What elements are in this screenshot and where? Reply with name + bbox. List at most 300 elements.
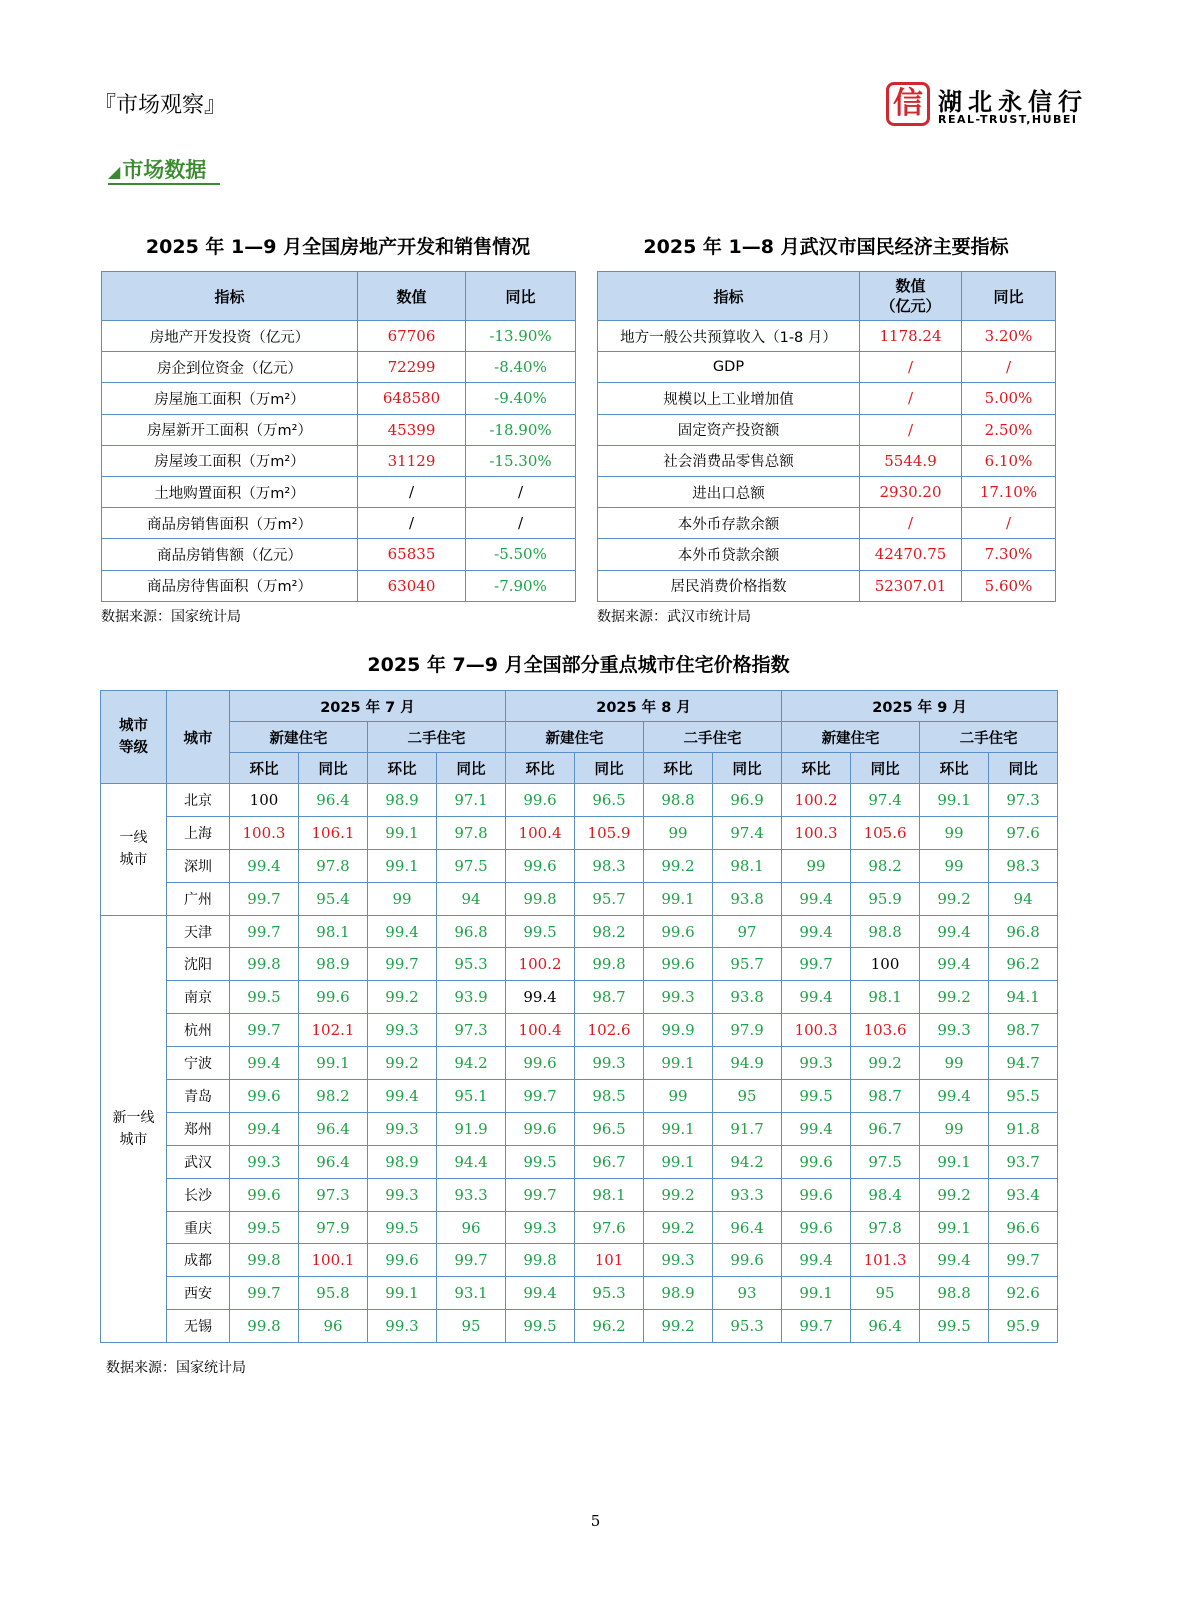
t3-header-yoy: 同比	[575, 753, 644, 784]
t3-cell: 95.5	[989, 1080, 1058, 1113]
t3-cell: 99.8	[506, 1244, 575, 1277]
t3-cell: 99.6	[506, 849, 575, 882]
t3-cell: 95.9	[851, 882, 920, 915]
t2-value: /	[860, 508, 962, 539]
t3-cell: 97.8	[299, 849, 368, 882]
logo-english-name: REAL-TRUST,HUBEI	[938, 113, 1078, 126]
t3-cell: 100.4	[506, 1014, 575, 1047]
t2-indicator: 地方一般公共预算收入（1-8 月）	[598, 321, 860, 352]
t2-yoy: 2.50%	[962, 414, 1056, 445]
t1-yoy: -9.40%	[466, 383, 576, 414]
t3-cell: 99.4	[920, 948, 989, 981]
t2-value: 52307.01	[860, 570, 962, 601]
t2-row	[598, 352, 1056, 383]
t3-cell: 99.1	[644, 1145, 713, 1178]
t3-city: 沈阳	[167, 948, 230, 981]
t3-cell: 99.8	[230, 1244, 299, 1277]
t3-cell: 96.2	[989, 948, 1058, 981]
t3-cell: 97.8	[437, 816, 506, 849]
t3-cell: 100.2	[506, 948, 575, 981]
t1-row	[102, 383, 576, 414]
table1-title: 2025 年 1—9 月全国房地产开发和销售情况	[145, 236, 531, 258]
t3-cell: 99.1	[920, 784, 989, 817]
t3-cell: 100.2	[782, 784, 851, 817]
t3-cell: 100.1	[299, 1244, 368, 1277]
t2-yoy: 3.20%	[962, 321, 1056, 352]
t3-cell: 96.7	[851, 1112, 920, 1145]
table2-title: 2025 年 1—8 月武汉市国民经济主要指标	[643, 236, 1009, 258]
t3-cell: 99.6	[230, 1178, 299, 1211]
t3-cell: 93.3	[437, 1178, 506, 1211]
t3-cell: 95	[437, 1310, 506, 1343]
t3-cell: 99.2	[920, 882, 989, 915]
t1-yoy: -13.90%	[466, 321, 576, 352]
t3-cell: 98.9	[299, 948, 368, 981]
t3-cell: 97.6	[989, 816, 1058, 849]
t3-cell: 99.6	[782, 1145, 851, 1178]
t3-cell: 96.6	[989, 1211, 1058, 1244]
sub-heading-label: 市场数据	[122, 158, 207, 182]
t3-city: 上海	[167, 816, 230, 849]
t3-cell: 98.8	[644, 784, 713, 817]
t3-city: 深圳	[167, 849, 230, 882]
t2-header-indicator: 指标	[598, 272, 860, 321]
t3-cell: 99.1	[368, 816, 437, 849]
t3-header-yoy: 同比	[989, 753, 1058, 784]
t1-row	[102, 539, 576, 570]
t3-cell: 100	[230, 784, 299, 817]
city-price-index-table	[100, 690, 1058, 1343]
t3-row	[101, 948, 1058, 981]
t3-cell: 99.6	[644, 915, 713, 948]
t1-value: 65835	[358, 539, 466, 570]
t3-cell: 98.9	[368, 784, 437, 817]
logo-seal-icon: 信	[886, 82, 930, 126]
t3-header-mom: 环比	[230, 753, 299, 784]
t2-value: /	[860, 352, 962, 383]
t3-cell: 98.9	[644, 1277, 713, 1310]
t2-row	[598, 414, 1056, 445]
t3-cell: 95.7	[713, 948, 782, 981]
t2-value: 42470.75	[860, 539, 962, 570]
t3-cell: 98.1	[713, 849, 782, 882]
t3-city: 南京	[167, 981, 230, 1014]
t3-cell: 99.2	[644, 1178, 713, 1211]
t3-cell: 97.9	[713, 1014, 782, 1047]
t3-cell: 99.1	[920, 1145, 989, 1178]
t3-cell: 103.6	[851, 1014, 920, 1047]
t3-cell: 91.7	[713, 1112, 782, 1145]
t3-cell: 94.2	[437, 1047, 506, 1080]
t3-cell: 99.7	[230, 1277, 299, 1310]
t2-yoy: 5.60%	[962, 570, 1056, 601]
t1-yoy: -8.40%	[466, 352, 576, 383]
t3-cell: 92.6	[989, 1277, 1058, 1310]
t2-indicator: 进出口总额	[598, 476, 860, 507]
t3-cell: 99.4	[920, 915, 989, 948]
t3-cell: 96	[299, 1310, 368, 1343]
t3-row	[101, 1211, 1058, 1244]
t2-yoy: 17.10%	[962, 476, 1056, 507]
t3-cell: 98.4	[851, 1178, 920, 1211]
t1-value: 45399	[358, 414, 466, 445]
t3-row	[101, 1310, 1058, 1343]
t3-cell: 95.9	[989, 1310, 1058, 1343]
t3-cell: 98.1	[851, 981, 920, 1014]
t3-cell: 97.3	[299, 1178, 368, 1211]
table2-source: 数据来源：武汉市统计局	[597, 609, 751, 625]
t3-header-month-sep: 2025 年 9 月	[782, 691, 1058, 722]
t1-value: 31129	[358, 445, 466, 476]
t2-indicator: GDP	[598, 352, 860, 383]
sub-heading	[108, 154, 206, 184]
t3-cell: 96.5	[575, 1112, 644, 1145]
t3-cell: 95	[713, 1080, 782, 1113]
t3-header-month-jul: 2025 年 7 月	[230, 691, 506, 722]
t3-cell: 99.3	[920, 1014, 989, 1047]
t3-cell: 99.6	[506, 1112, 575, 1145]
t1-row	[102, 508, 576, 539]
t2-row	[598, 383, 1056, 414]
t3-cell: 95.3	[713, 1310, 782, 1343]
t3-row	[101, 1145, 1058, 1178]
t3-cell: 99.7	[782, 1310, 851, 1343]
t3-cell: 99.5	[506, 915, 575, 948]
t3-city: 广州	[167, 882, 230, 915]
t3-cell: 94.4	[437, 1145, 506, 1178]
t3-cell: 99.6	[644, 948, 713, 981]
t1-indicator: 房屋施工面积（万m²）	[102, 383, 358, 414]
t3-row	[101, 784, 1058, 817]
t3-cell: 99.5	[782, 1080, 851, 1113]
t2-row	[598, 445, 1056, 476]
t3-cell: 99.5	[230, 981, 299, 1014]
t3-cell: 96.8	[437, 915, 506, 948]
t3-cell: 99.5	[920, 1310, 989, 1343]
t3-cell: 100.4	[506, 816, 575, 849]
t3-cell: 99	[920, 1047, 989, 1080]
t3-cell: 105.9	[575, 816, 644, 849]
t3-cell: 96.9	[713, 784, 782, 817]
t3-cell: 99	[920, 1112, 989, 1145]
t3-cell: 99.4	[782, 882, 851, 915]
t3-cell: 100.3	[230, 816, 299, 849]
t2-row	[598, 570, 1056, 601]
t3-cell: 99	[368, 882, 437, 915]
t3-cell: 95.3	[437, 948, 506, 981]
t3-cell: 99.5	[368, 1211, 437, 1244]
t3-cell: 99.6	[782, 1211, 851, 1244]
table3-source: 数据来源：国家统计局	[106, 1360, 246, 1376]
t1-header-value: 数值	[358, 272, 466, 321]
t3-cell: 95.8	[299, 1277, 368, 1310]
t3-cell: 99.3	[782, 1047, 851, 1080]
t2-row	[598, 321, 1056, 352]
t3-cell: 96.5	[575, 784, 644, 817]
t3-cell: 99.4	[230, 849, 299, 882]
t3-cell: 97.4	[713, 816, 782, 849]
t3-city: 无锡	[167, 1310, 230, 1343]
t1-row	[102, 414, 576, 445]
t3-cell: 94.1	[989, 981, 1058, 1014]
t1-row	[102, 570, 576, 601]
t3-city: 重庆	[167, 1211, 230, 1244]
t3-cell: 99.4	[506, 1277, 575, 1310]
t3-cell: 101.3	[851, 1244, 920, 1277]
t3-cell: 99.2	[368, 1047, 437, 1080]
t2-indicator: 本外币存款余额	[598, 508, 860, 539]
t1-yoy: -7.90%	[466, 570, 576, 601]
t3-cell: 94.7	[989, 1047, 1058, 1080]
t1-row	[102, 445, 576, 476]
t3-row	[101, 1080, 1058, 1113]
t1-value: 72299	[358, 352, 466, 383]
t1-row	[102, 321, 576, 352]
t3-cell: 96.2	[575, 1310, 644, 1343]
t3-cell: 99.5	[230, 1211, 299, 1244]
t3-row	[101, 1178, 1058, 1211]
t3-cell: 98.8	[851, 915, 920, 948]
t1-yoy: -15.30%	[466, 445, 576, 476]
t3-cell: 99.7	[437, 1244, 506, 1277]
t1-yoy: /	[466, 508, 576, 539]
t3-cell: 99.2	[644, 1310, 713, 1343]
t3-cell: 99.4	[782, 1244, 851, 1277]
t3-cell: 98.3	[989, 849, 1058, 882]
t2-value: 1178.24	[860, 321, 962, 352]
t3-cell: 99.6	[782, 1178, 851, 1211]
t3-cell: 98.7	[989, 1014, 1058, 1047]
t3-row	[101, 816, 1058, 849]
t3-cell: 99.4	[920, 1244, 989, 1277]
t3-cell: 97.4	[851, 784, 920, 817]
t3-header-month-aug: 2025 年 8 月	[506, 691, 782, 722]
national-realestate-table	[101, 271, 576, 602]
t2-indicator: 本外币贷款余额	[598, 539, 860, 570]
t3-cell: 98.1	[299, 915, 368, 948]
t3-cell: 99.7	[368, 948, 437, 981]
t3-cell: 91.8	[989, 1112, 1058, 1145]
t3-cell: 94.2	[713, 1145, 782, 1178]
t3-cell: 98.7	[851, 1080, 920, 1113]
t3-cell: 99.4	[368, 915, 437, 948]
t3-cell: 99.7	[230, 882, 299, 915]
t2-header-yoy: 同比	[962, 272, 1056, 321]
t1-value: 67706	[358, 321, 466, 352]
t3-header-city: 城市	[167, 691, 230, 784]
t2-header-value	[860, 272, 962, 321]
t3-city: 宁波	[167, 1047, 230, 1080]
t3-cell: 99.1	[644, 1112, 713, 1145]
t3-cell: 99	[920, 816, 989, 849]
t3-city: 杭州	[167, 1014, 230, 1047]
t3-cell: 99.1	[368, 1277, 437, 1310]
t3-city: 天津	[167, 915, 230, 948]
t2-value: 5544.9	[860, 445, 962, 476]
t2-header-value-line2: （亿元）	[880, 297, 941, 315]
t3-cell: 99.7	[230, 1014, 299, 1047]
t2-indicator: 固定资产投资额	[598, 414, 860, 445]
t2-header-value-line1: 数值	[895, 277, 926, 295]
t3-cell: 99.4	[506, 981, 575, 1014]
t3-row	[101, 1277, 1058, 1310]
t3-cell: 99.2	[368, 981, 437, 1014]
t3-cell: 105.6	[851, 816, 920, 849]
t3-cell: 99.1	[920, 1211, 989, 1244]
t3-city: 武汉	[167, 1145, 230, 1178]
t2-row	[598, 539, 1056, 570]
t3-cell: 97.1	[437, 784, 506, 817]
t3-cell: 99.3	[644, 1244, 713, 1277]
t3-header-mom: 环比	[782, 753, 851, 784]
t1-header-yoy: 同比	[466, 272, 576, 321]
t3-cell: 100.3	[782, 816, 851, 849]
t3-cell: 95.4	[299, 882, 368, 915]
t3-tier-first: 一线城市	[101, 784, 167, 916]
t2-yoy: /	[962, 352, 1056, 383]
t3-city: 郑州	[167, 1112, 230, 1145]
t3-header-mom: 环比	[368, 753, 437, 784]
t3-cell: 99.3	[575, 1047, 644, 1080]
t3-row	[101, 1244, 1058, 1277]
t3-cell: 100	[851, 948, 920, 981]
t1-row	[102, 352, 576, 383]
t3-header-tier: 城市等级	[101, 691, 167, 784]
t3-cell: 99.8	[230, 1310, 299, 1343]
t3-header-new-jul: 新建住宅	[230, 722, 368, 753]
t1-value: /	[358, 508, 466, 539]
t3-row	[101, 1014, 1058, 1047]
t3-cell: 99.1	[644, 882, 713, 915]
t3-city: 北京	[167, 784, 230, 817]
t3-cell: 96.7	[575, 1145, 644, 1178]
t2-indicator: 居民消费价格指数	[598, 570, 860, 601]
t3-cell: 102.1	[299, 1014, 368, 1047]
t3-cell: 99.1	[644, 1047, 713, 1080]
t1-header-indicator: 指标	[102, 272, 358, 321]
t3-city: 成都	[167, 1244, 230, 1277]
t3-cell: 93.8	[713, 981, 782, 1014]
t1-indicator: 房屋竣工面积（万m²）	[102, 445, 358, 476]
t2-value: 2930.20	[860, 476, 962, 507]
t3-cell: 99.3	[368, 1178, 437, 1211]
t3-cell: 99.6	[299, 981, 368, 1014]
t3-cell: 98.9	[368, 1145, 437, 1178]
t3-cell: 99.1	[782, 1277, 851, 1310]
t2-row	[598, 476, 1056, 507]
section-title: 『市场观察』	[94, 93, 227, 118]
t3-cell: 99.1	[299, 1047, 368, 1080]
t3-cell: 99.9	[644, 1014, 713, 1047]
t3-cell: 96.8	[989, 915, 1058, 948]
t3-cell: 101	[575, 1244, 644, 1277]
t3-header-mom: 环比	[506, 753, 575, 784]
t3-cell: 99.8	[575, 948, 644, 981]
t3-cell: 99.3	[368, 1310, 437, 1343]
t3-cell: 91.9	[437, 1112, 506, 1145]
t3-row	[101, 882, 1058, 915]
t3-cell: 99.2	[920, 981, 989, 1014]
t1-value: 63040	[358, 570, 466, 601]
t3-cell: 99.6	[230, 1080, 299, 1113]
sub-heading-underline	[108, 183, 220, 185]
table1-source: 数据来源：国家统计局	[101, 609, 241, 625]
t1-yoy: -5.50%	[466, 539, 576, 570]
t3-cell: 95.7	[575, 882, 644, 915]
t3-header-used-jul: 二手住宅	[368, 722, 506, 753]
t3-cell: 93.3	[713, 1178, 782, 1211]
t3-cell: 99.5	[506, 1145, 575, 1178]
t3-cell: 99.4	[920, 1080, 989, 1113]
t3-cell: 99.2	[644, 1211, 713, 1244]
t3-cell: 99.4	[782, 915, 851, 948]
t3-cell: 99.7	[782, 948, 851, 981]
t3-cell: 98.3	[575, 849, 644, 882]
t2-yoy: 6.10%	[962, 445, 1056, 476]
t3-row	[101, 915, 1058, 948]
t3-cell: 98.1	[575, 1178, 644, 1211]
t3-cell: 99.8	[230, 948, 299, 981]
t3-cell: 96.4	[299, 784, 368, 817]
t3-cell: 97	[713, 915, 782, 948]
t3-city: 青岛	[167, 1080, 230, 1113]
page-number: 5	[590, 1512, 601, 1530]
t3-city: 长沙	[167, 1178, 230, 1211]
t3-cell: 96.4	[851, 1310, 920, 1343]
t1-value: 648580	[358, 383, 466, 414]
t1-indicator: 房屋新开工面积（万m²）	[102, 414, 358, 445]
triangle-icon: ◢	[108, 162, 121, 181]
t3-cell: 99.3	[368, 1014, 437, 1047]
t1-yoy: -18.90%	[466, 414, 576, 445]
t3-cell: 99.6	[713, 1244, 782, 1277]
t3-cell: 99.2	[851, 1047, 920, 1080]
t3-cell: 102.6	[575, 1014, 644, 1047]
t3-cell: 99.5	[506, 1310, 575, 1343]
t3-cell: 99.2	[920, 1178, 989, 1211]
t2-yoy: 7.30%	[962, 539, 1056, 570]
t3-row	[101, 849, 1058, 882]
t3-cell: 99.4	[230, 1112, 299, 1145]
t3-header-yoy: 同比	[851, 753, 920, 784]
t3-cell: 99.3	[644, 981, 713, 1014]
t3-cell: 96.4	[713, 1211, 782, 1244]
t3-header-new-sep: 新建住宅	[782, 722, 920, 753]
t3-cell: 99.4	[230, 1047, 299, 1080]
t3-tier-new-first: 新一线城市	[101, 915, 167, 1343]
t3-row	[101, 981, 1058, 1014]
t3-cell: 93.9	[437, 981, 506, 1014]
t3-cell: 97.3	[437, 1014, 506, 1047]
t2-yoy: /	[962, 508, 1056, 539]
t1-indicator: 土地购置面积（万m²）	[102, 476, 358, 507]
t3-cell: 99	[644, 1080, 713, 1113]
t1-indicator: 商品房销售面积（万m²）	[102, 508, 358, 539]
t3-cell: 96.4	[299, 1112, 368, 1145]
t3-cell: 93.4	[989, 1178, 1058, 1211]
t3-cell: 97.9	[299, 1211, 368, 1244]
t3-header-mom: 环比	[920, 753, 989, 784]
t3-cell: 99.6	[506, 784, 575, 817]
t3-cell: 96	[437, 1211, 506, 1244]
t3-row	[101, 1047, 1058, 1080]
t3-cell: 97.3	[989, 784, 1058, 817]
t3-cell: 99.4	[782, 1112, 851, 1145]
t3-cell: 93.1	[437, 1277, 506, 1310]
t3-cell: 95.1	[437, 1080, 506, 1113]
t3-cell: 98.8	[920, 1277, 989, 1310]
t3-cell: 99.7	[506, 1178, 575, 1211]
